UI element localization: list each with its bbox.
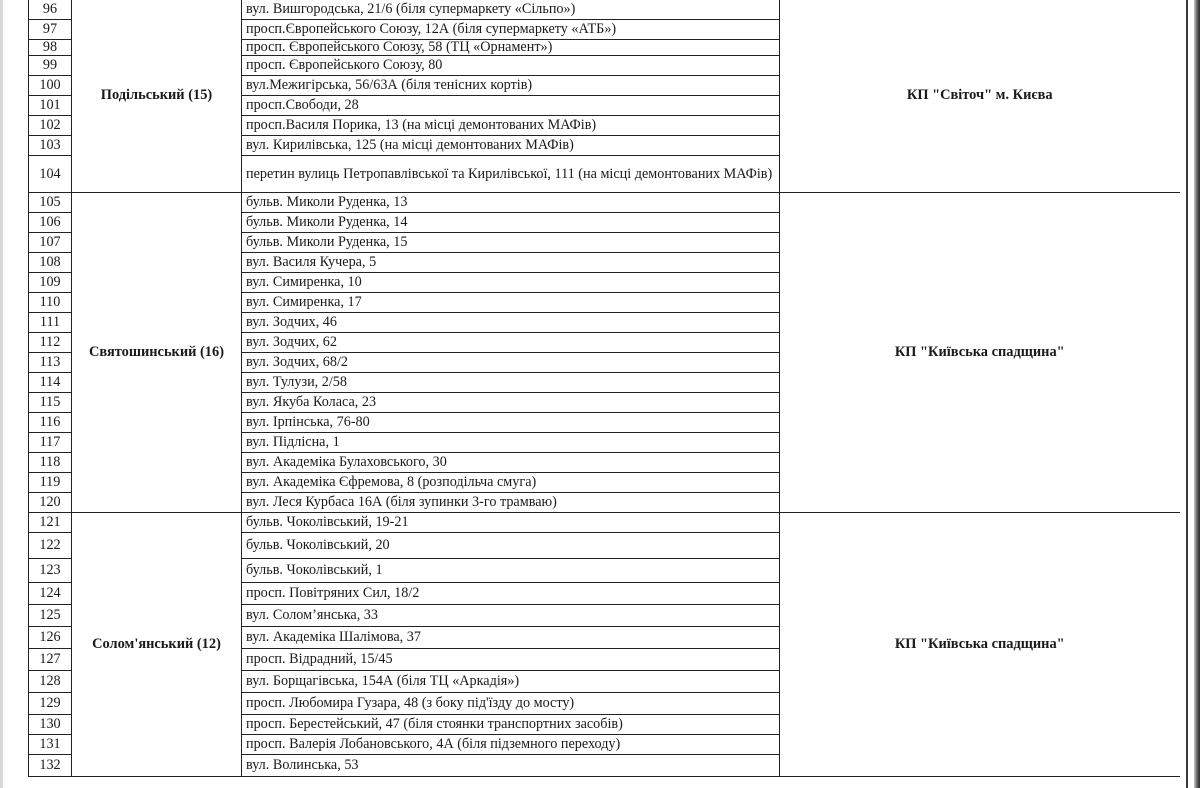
row-number: 129 — [29, 693, 72, 715]
row-number: 99 — [29, 56, 72, 76]
address-cell: вул. Борщагівська, 154А (біля ТЦ «Аркадія») — [242, 671, 780, 693]
address-cell: бульв. Миколи Руденка, 15 — [242, 233, 780, 253]
address-cell: вул. Леся Курбаса 16А (біля зупинки 3-го трамваю) — [242, 493, 780, 513]
address-cell: бульв. Миколи Руденка, 14 — [242, 213, 780, 233]
district-name: Святошинський (16) — [72, 193, 242, 513]
address-cell: бульв. Чоколівський, 1 — [242, 559, 780, 583]
row-number: 97 — [29, 20, 72, 40]
row-number: 113 — [29, 353, 72, 373]
address-cell: вул. Солом’янська, 33 — [242, 605, 780, 627]
address-cell: просп.Європейського Союзу, 12А (біля супермаркету «АТБ») — [242, 20, 780, 40]
row-number: 114 — [29, 373, 72, 393]
row-number: 104 — [29, 156, 72, 193]
row-number: 120 — [29, 493, 72, 513]
row-number: 115 — [29, 393, 72, 413]
address-cell: вул. Академіка Шалімова, 37 — [242, 627, 780, 649]
row-number: 132 — [29, 755, 72, 777]
row-number: 126 — [29, 627, 72, 649]
address-cell: перетин вулиць Петропавлівської та Кирилівської, 111 (на місці демонтованих МАФів) — [242, 156, 780, 193]
row-number: 131 — [29, 735, 72, 755]
row-number: 119 — [29, 473, 72, 493]
address-cell: вул. Підлісна, 1 — [242, 433, 780, 453]
row-number: 100 — [29, 76, 72, 96]
row-number: 110 — [29, 293, 72, 313]
scan-left-edge — [0, 0, 3, 788]
district-name: Подільський (15) — [72, 0, 242, 193]
organization-name: КП "Світоч" м. Києва — [780, 0, 1180, 193]
row-number: 106 — [29, 213, 72, 233]
address-cell: просп. Повітряних Сил, 18/2 — [242, 583, 780, 605]
address-cell: вул. Кирилівська, 125 (на місці демонтованих МАФів) — [242, 136, 780, 156]
address-cell: просп. Європейського Союзу, 58 (ТЦ «Орнамент») — [242, 40, 780, 56]
row-number: 116 — [29, 413, 72, 433]
address-cell: просп.Василя Порика, 13 (на місці демонтованих МАФів) — [242, 116, 780, 136]
row-number: 118 — [29, 453, 72, 473]
address-cell: вул. Симиренка, 17 — [242, 293, 780, 313]
row-number: 112 — [29, 333, 72, 353]
address-cell: вул. Зодчих, 68/2 — [242, 353, 780, 373]
address-cell: бульв. Миколи Руденка, 13 — [242, 193, 780, 213]
row-number: 103 — [29, 136, 72, 156]
district-name: Солом'янський (12) — [72, 513, 242, 777]
row-number: 108 — [29, 253, 72, 273]
table-row — [29, 193, 1180, 213]
row-number: 125 — [29, 605, 72, 627]
address-cell: просп. Любомира Гузара, 48 (з боку під'їзду до мосту) — [242, 693, 780, 715]
row-number: 123 — [29, 559, 72, 583]
address-cell: просп. Відрадний, 15/45 — [242, 649, 780, 671]
row-number: 96 — [29, 0, 72, 20]
address-cell: бульв. Чоколівський, 19-21 — [242, 513, 780, 533]
addresses-table — [28, 0, 1180, 777]
scan-right-edge — [1194, 0, 1200, 788]
address-cell: вул. Якуба Коласа, 23 — [242, 393, 780, 413]
row-number: 102 — [29, 116, 72, 136]
row-number: 122 — [29, 533, 72, 559]
address-cell: вул. Тулузи, 2/58 — [242, 373, 780, 393]
row-number: 121 — [29, 513, 72, 533]
organization-name: КП "Київська спадщина" — [780, 513, 1180, 777]
address-cell: вул. Зодчих, 46 — [242, 313, 780, 333]
row-number: 107 — [29, 233, 72, 253]
scan-right-line — [1186, 0, 1188, 788]
address-cell: вул. Академіка Булаховського, 30 — [242, 453, 780, 473]
address-cell: бульв. Чоколівський, 20 — [242, 533, 780, 559]
organization-name: КП "Київська спадщина" — [780, 193, 1180, 513]
address-cell: вул. Академіка Єфремова, 8 (розподільча смуга) — [242, 473, 780, 493]
row-number: 128 — [29, 671, 72, 693]
row-number: 98 — [29, 40, 72, 56]
address-cell: вул. Ірпінська, 76-80 — [242, 413, 780, 433]
address-cell: просп.Свободи, 28 — [242, 96, 780, 116]
address-cell: просп. Європейського Союзу, 80 — [242, 56, 780, 76]
address-cell: вул. Волинська, 53 — [242, 755, 780, 777]
address-cell: вул. Зодчих, 62 — [242, 333, 780, 353]
row-number: 117 — [29, 433, 72, 453]
address-cell: просп. Берестейський, 47 (біля стоянки транспортних засобів) — [242, 715, 780, 735]
address-cell: вул.Межигірська, 56/63А (біля тенісних кортів) — [242, 76, 780, 96]
row-number: 124 — [29, 583, 72, 605]
address-cell: вул. Симиренка, 10 — [242, 273, 780, 293]
table-row — [29, 0, 1180, 20]
address-cell: вул. Вишгородська, 21/6 (біля супермаркету «Сільпо») — [242, 0, 780, 20]
row-number: 105 — [29, 193, 72, 213]
row-number: 101 — [29, 96, 72, 116]
row-number: 130 — [29, 715, 72, 735]
address-cell: просп. Валерія Лобановського, 4А (біля підземного переходу) — [242, 735, 780, 755]
table-row — [29, 513, 1180, 533]
row-number: 127 — [29, 649, 72, 671]
row-number: 109 — [29, 273, 72, 293]
address-cell: вул. Василя Кучера, 5 — [242, 253, 780, 273]
row-number: 111 — [29, 313, 72, 333]
